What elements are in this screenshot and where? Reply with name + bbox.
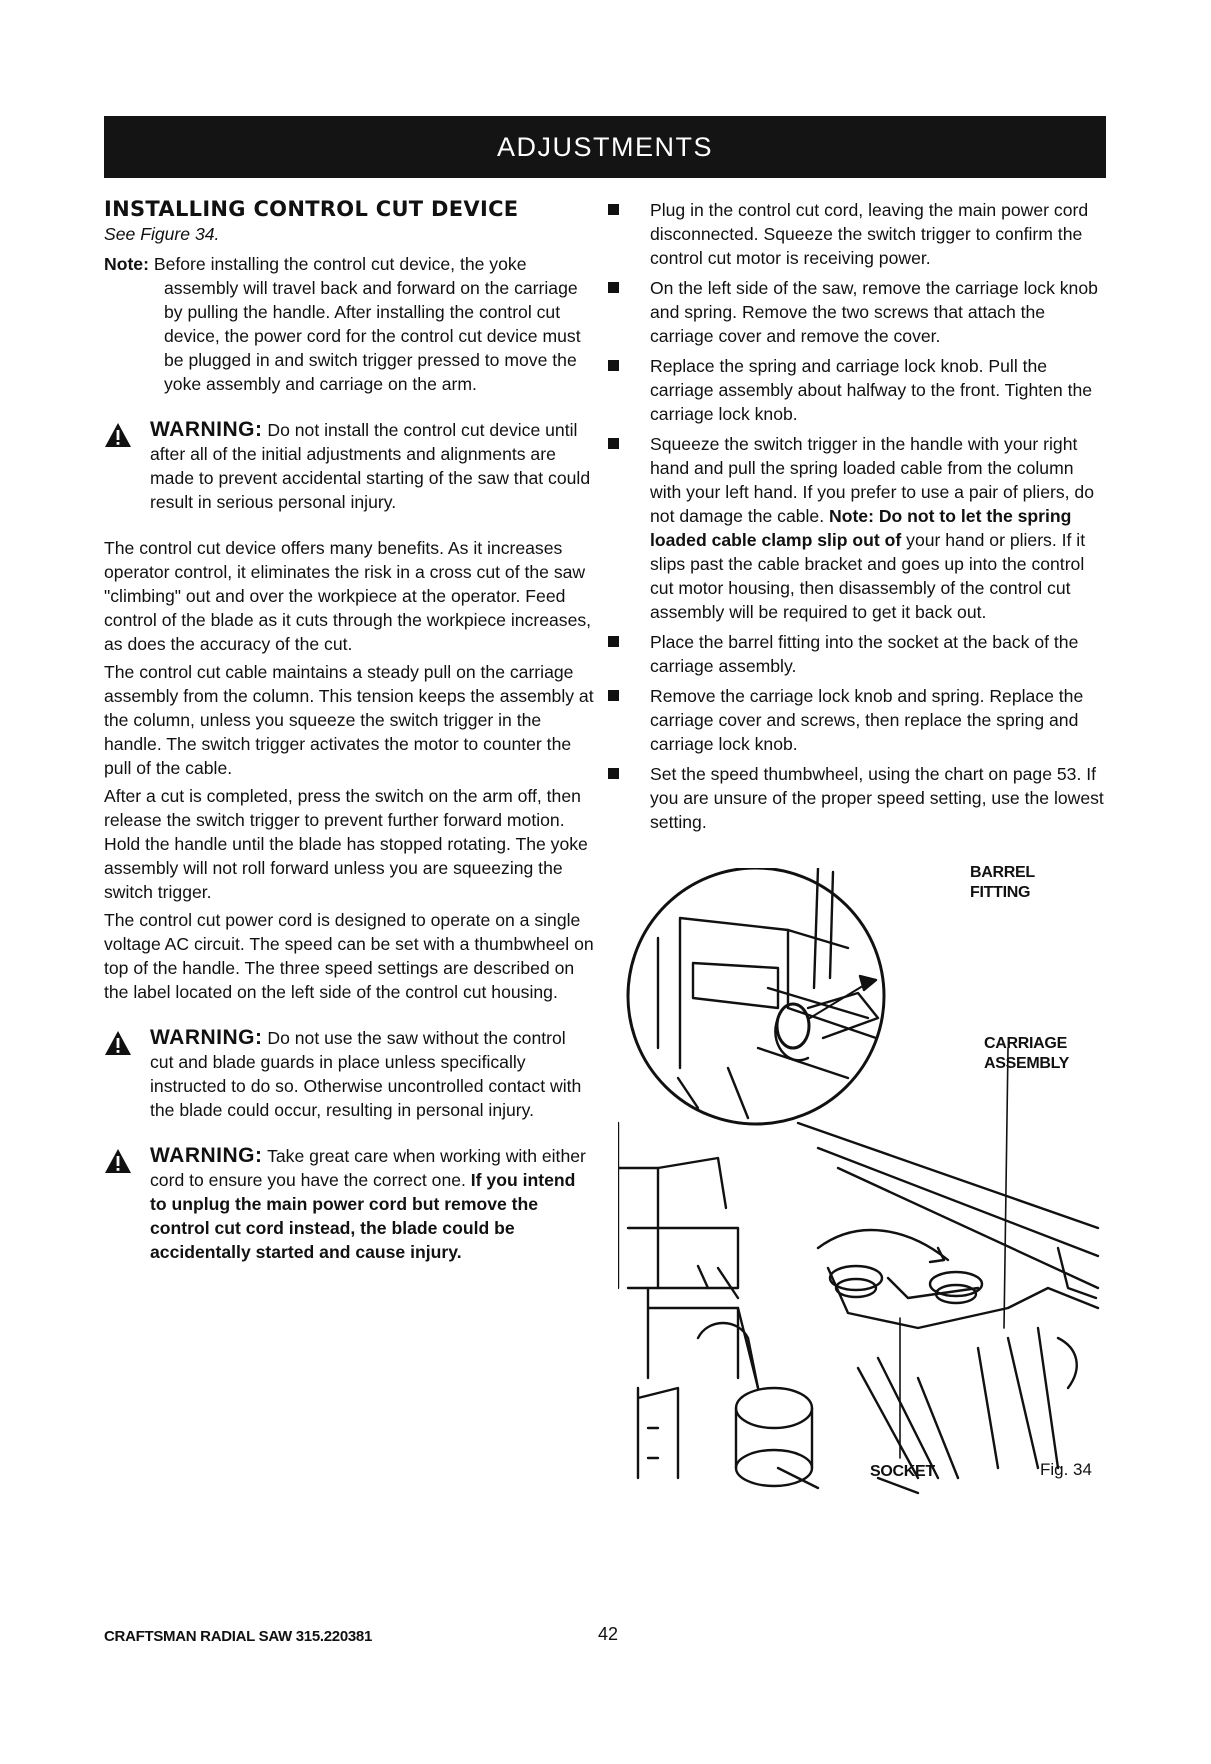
warning-label: WARNING: [150, 1144, 263, 1167]
warning-label: WARNING: [150, 1026, 263, 1049]
note-paragraph [104, 252, 594, 396]
list-item [604, 198, 1106, 270]
bullet-square-icon [608, 204, 619, 215]
list-item-text: Place the barrel fitting into the socket at the back of the carriage assembly. [650, 632, 1079, 676]
warning-block-1 [104, 418, 594, 514]
bullet-square-icon [608, 690, 619, 701]
warning-block-2 [104, 1026, 594, 1122]
list-item [604, 354, 1106, 426]
saw-illustration [618, 868, 1108, 1498]
warning-text: Do not install the control cut device until after all of the initial adjustments and alignments are made to prevent accidental starting of the saw that could result in serious personal injury. [150, 420, 591, 512]
body-paragraph: The control cut cable maintains a steady pull on the carriage assembly from the column. This tension keeps the assembly at the column, unless you squeeze the switch trigger in the handle. The switch trigger activates the motor to counter the pull of the cable. [104, 662, 594, 778]
bullet-square-icon [608, 360, 619, 371]
figure-34 [618, 864, 1108, 1498]
left-column [104, 196, 594, 1286]
list-item-text: Remove the carriage lock knob and spring. Replace the carriage cover and screws, then replace the spring and carriage lock knob. [650, 686, 1084, 754]
list-item-bold-note: Note: Do not to let the spring loaded cable clamp slip out of [650, 506, 1072, 550]
header-title: ADJUSTMENTS [496, 131, 713, 162]
list-item [604, 684, 1106, 756]
label-text: FITTING [970, 884, 1031, 901]
body-paragraph: The control cut device offers many benefits. As it increases operator control, it eliminates the risk in a cross cut of the saw "climbing" out and over the workpiece at the operator. Feed control of the blade as it cuts through the workpiece increases, as does the accuracy of the cut. [104, 538, 592, 654]
warning-block-3 [104, 1144, 594, 1264]
warning-text: Take great care when working with either cord to ensure you have the correct one. [150, 1146, 586, 1190]
label-socket: SOCKET [870, 1463, 935, 1480]
label-text: BARREL [970, 864, 1035, 881]
list-item-text: Replace the spring and carriage lock knob. Pull the carriage assembly about halfway to the front. Tighten the carriage lock knob. [650, 356, 1093, 424]
body-paragraph: After a cut is completed, press the switch on the arm off, then release the switch trigger to prevent further forward motion. Hold the handle until the blade has stopped rotating. The yoke assembly will not roll forward unless you are squeezing the switch trigger. [104, 786, 588, 902]
warning-bold-text: If you intend to unplug the main power cord but remove the control cut cord instead, the blade could be accidentally started and cause injury. [150, 1170, 576, 1262]
list-item [604, 432, 1106, 624]
see-figure-ref: See Figure 34. [104, 224, 220, 244]
note-label: Note: [104, 254, 149, 274]
list-item-text: Squeeze the switch trigger in the handle with your right hand and pull the spring loaded cable from the column with your left hand. If you prefer to use a pair of pliers, do not damage the cable. [650, 434, 1094, 526]
list-item [604, 630, 1106, 678]
label-text: ASSEMBLY [984, 1055, 1070, 1072]
warning-triangle-icon [104, 422, 132, 448]
list-item [604, 276, 1106, 348]
warning-text: Do not use the saw without the control cut and blade guards in place unless specifically instructed to do so. Otherwise uncontrolled contact with the blade could occur, resulting in personal injury. [150, 1028, 582, 1120]
bullet-square-icon [608, 768, 619, 779]
list-item-text: Set the speed thumbwheel, using the chart on page 53. If you are unsure of the proper speed setting, use the lowest setting. [650, 764, 1104, 832]
label-text: CARRIAGE [984, 1035, 1067, 1052]
bullet-square-icon [608, 282, 619, 293]
footer-brand: CRAFTSMAN RADIAL SAW 315.220381 [104, 1628, 372, 1645]
list-item-text: Plug in the control cut cord, leaving the main power cord disconnected. Squeeze the switch trigger to confirm the control cut motor is receiving power. [650, 200, 1089, 268]
instruction-list [604, 198, 1106, 834]
label-barrel-fitting [970, 863, 1035, 903]
figure-caption: Fig. 34 [1040, 1460, 1092, 1479]
warning-triangle-icon [104, 1030, 132, 1056]
note-text: Before installing the control cut device, the yoke assembly will travel back and forward on the carriage by pulling the handle. After installing the control cut device, the power cord for the control cut device must be plugged in and switch trigger pressed to move the yoke assembly and carriage on the arm. [153, 254, 581, 394]
list-item-text: On the left side of the saw, remove the carriage lock knob and spring. Remove the two screws that attach the carriage cover and remove the cover. [650, 278, 1098, 346]
body-paragraph: The control cut power cord is designed to operate on a single voltage AC circuit. The speed can be set with a thumbwheel on top of the handle. The three speed settings are described on the label located on the left side of the control cut housing. [104, 910, 594, 1002]
page-number: 42 [598, 1624, 619, 1644]
section-header-bar [104, 116, 1106, 178]
label-carriage-assembly [984, 1034, 1069, 1074]
bullet-square-icon [608, 636, 619, 647]
right-column [604, 198, 1106, 840]
section-title: INSTALLING CONTROL CUT DEVICE [104, 197, 519, 221]
warning-triangle-icon [104, 1148, 132, 1174]
list-item-text: your hand or pliers. If it slips past the cable bracket and goes up into the control cut motor housing, then disassembly of the control cut assembly will be required to get it back out. [650, 530, 1086, 622]
bullet-square-icon [608, 438, 619, 449]
warning-label: WARNING: [150, 418, 263, 441]
list-item [604, 762, 1106, 834]
